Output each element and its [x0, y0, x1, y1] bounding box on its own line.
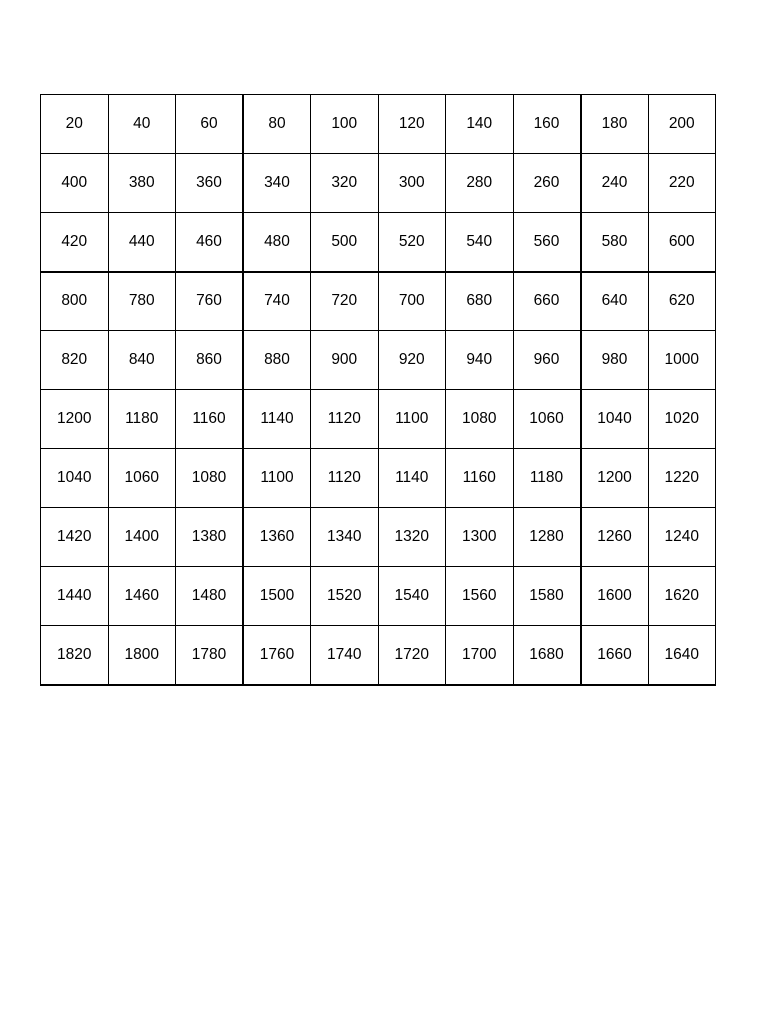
table-cell: 60	[176, 95, 244, 154]
table-row	[41, 449, 716, 508]
table-cell: 1640	[648, 626, 716, 685]
table-cell: 660	[513, 272, 581, 331]
number-grid-body	[41, 95, 716, 685]
table-cell: 1060	[513, 390, 581, 449]
table-cell: 1180	[108, 390, 176, 449]
table-row	[41, 626, 716, 685]
table-cell: 1780	[176, 626, 244, 685]
table-cell: 220	[648, 154, 716, 213]
table-cell: 580	[581, 213, 649, 272]
table-cell: 320	[311, 154, 379, 213]
table-cell: 560	[513, 213, 581, 272]
table-cell: 940	[446, 331, 514, 390]
table-cell: 480	[243, 213, 311, 272]
table-cell: 1520	[311, 567, 379, 626]
table-row	[41, 508, 716, 567]
table-cell: 920	[378, 331, 446, 390]
table-cell: 800	[41, 272, 109, 331]
table-cell: 980	[581, 331, 649, 390]
table-cell: 240	[581, 154, 649, 213]
table-cell: 1380	[176, 508, 244, 567]
table-row	[41, 154, 716, 213]
table-cell: 1140	[243, 390, 311, 449]
table-cell: 880	[243, 331, 311, 390]
table-cell: 1020	[648, 390, 716, 449]
table-cell: 1300	[446, 508, 514, 567]
table-row	[41, 272, 716, 331]
table-cell: 1280	[513, 508, 581, 567]
table-cell: 620	[648, 272, 716, 331]
table-row	[41, 213, 716, 272]
table-cell: 520	[378, 213, 446, 272]
table-cell: 400	[41, 154, 109, 213]
table-cell: 700	[378, 272, 446, 331]
table-cell: 1040	[41, 449, 109, 508]
table-cell: 340	[243, 154, 311, 213]
table-cell: 760	[176, 272, 244, 331]
table-cell: 1100	[378, 390, 446, 449]
table-cell: 1080	[446, 390, 514, 449]
table-cell: 1580	[513, 567, 581, 626]
table-cell: 1120	[311, 449, 379, 508]
table-cell: 120	[378, 95, 446, 154]
table-cell: 780	[108, 272, 176, 331]
table-cell: 200	[648, 95, 716, 154]
table-cell: 140	[446, 95, 514, 154]
table-cell: 420	[41, 213, 109, 272]
table-cell: 300	[378, 154, 446, 213]
table-cell: 1140	[378, 449, 446, 508]
table-cell: 1760	[243, 626, 311, 685]
table-cell: 1040	[581, 390, 649, 449]
table-row	[41, 95, 716, 154]
table-cell: 1660	[581, 626, 649, 685]
table-cell: 640	[581, 272, 649, 331]
table-cell: 1120	[311, 390, 379, 449]
table-cell: 1220	[648, 449, 716, 508]
table-cell: 280	[446, 154, 514, 213]
table-cell: 20	[41, 95, 109, 154]
table-cell: 380	[108, 154, 176, 213]
table-cell: 1540	[378, 567, 446, 626]
table-cell: 1360	[243, 508, 311, 567]
table-cell: 1260	[581, 508, 649, 567]
table-cell: 540	[446, 213, 514, 272]
table-cell: 100	[311, 95, 379, 154]
table-cell: 1000	[648, 331, 716, 390]
table-cell: 1240	[648, 508, 716, 567]
table-cell: 500	[311, 213, 379, 272]
table-cell: 1800	[108, 626, 176, 685]
table-cell: 1500	[243, 567, 311, 626]
table-cell: 1200	[581, 449, 649, 508]
table-cell: 440	[108, 213, 176, 272]
table-cell: 1200	[41, 390, 109, 449]
table-cell: 460	[176, 213, 244, 272]
table-cell: 1100	[243, 449, 311, 508]
table-cell: 160	[513, 95, 581, 154]
table-cell: 1600	[581, 567, 649, 626]
table-cell: 1680	[513, 626, 581, 685]
table-cell: 1160	[446, 449, 514, 508]
table-cell: 1460	[108, 567, 176, 626]
table-cell: 860	[176, 331, 244, 390]
table-cell: 600	[648, 213, 716, 272]
table-cell: 1420	[41, 508, 109, 567]
table-cell: 900	[311, 331, 379, 390]
table-cell: 720	[311, 272, 379, 331]
table-cell: 960	[513, 331, 581, 390]
table-row	[41, 331, 716, 390]
table-cell: 40	[108, 95, 176, 154]
table-cell: 680	[446, 272, 514, 331]
table-cell: 1160	[176, 390, 244, 449]
table-cell: 1440	[41, 567, 109, 626]
table-cell: 1320	[378, 508, 446, 567]
table-cell: 1060	[108, 449, 176, 508]
table-cell: 1560	[446, 567, 514, 626]
table-cell: 1480	[176, 567, 244, 626]
table-cell: 1180	[513, 449, 581, 508]
table-cell: 820	[41, 331, 109, 390]
table-cell: 1400	[108, 508, 176, 567]
table-row	[41, 567, 716, 626]
number-grid	[40, 94, 716, 686]
table-cell: 180	[581, 95, 649, 154]
table-cell: 360	[176, 154, 244, 213]
table-cell: 740	[243, 272, 311, 331]
table-cell: 1620	[648, 567, 716, 626]
table-cell: 1340	[311, 508, 379, 567]
table-row	[41, 390, 716, 449]
table-cell: 1080	[176, 449, 244, 508]
table-cell: 1740	[311, 626, 379, 685]
table-cell: 1700	[446, 626, 514, 685]
table-cell: 260	[513, 154, 581, 213]
table-cell: 1720	[378, 626, 446, 685]
table-cell: 80	[243, 95, 311, 154]
table-cell: 1820	[41, 626, 109, 685]
table-cell: 840	[108, 331, 176, 390]
